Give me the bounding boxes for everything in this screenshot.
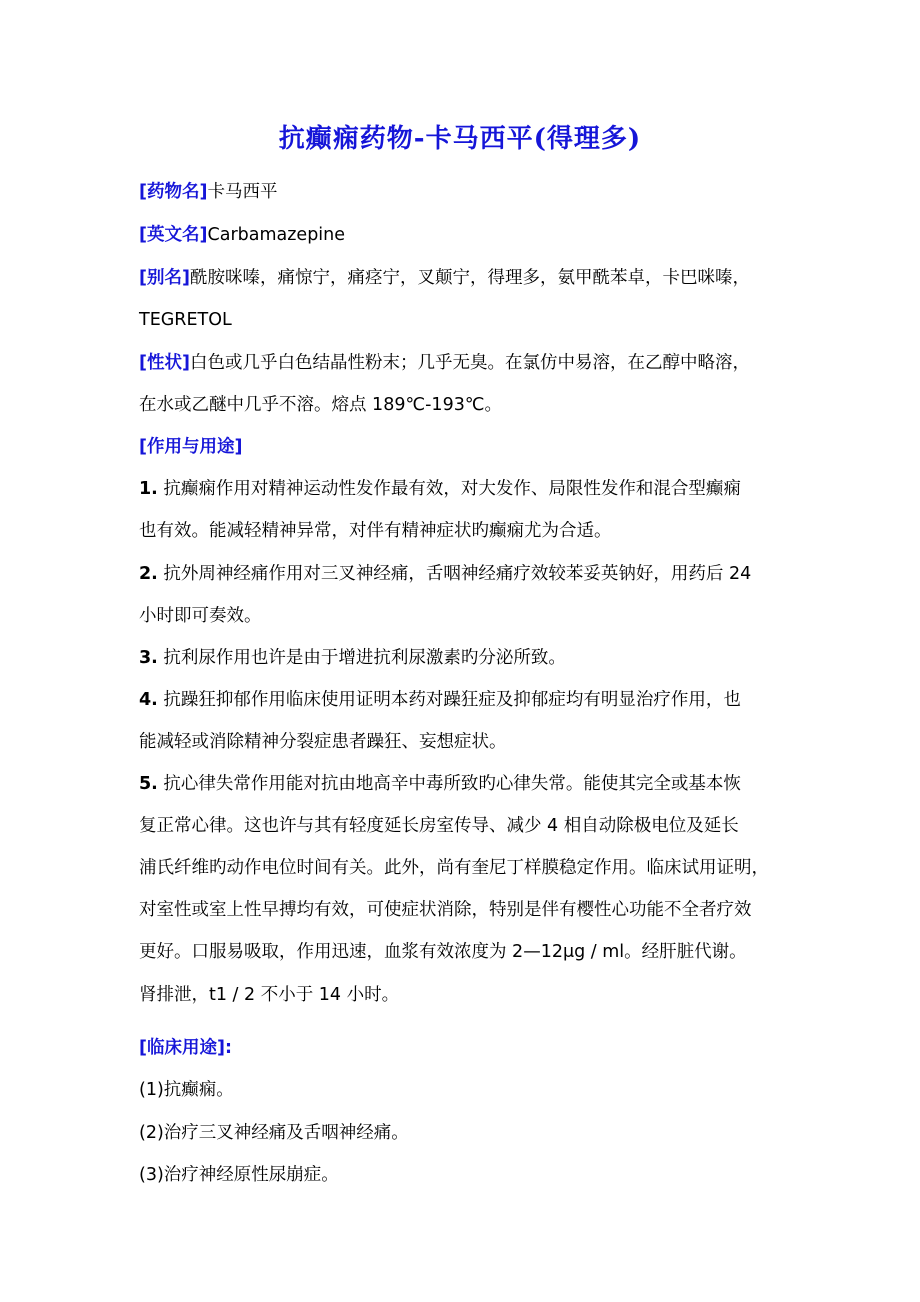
usage-item-2-text-1: 抗外周神经痛作用对三叉神经痛，舌咽神经痛疗效较苯妥英钠好，用药后 24	[157, 564, 752, 584]
usage-item-2-num: 2.	[139, 564, 158, 584]
usage-item-4-num: 4.	[139, 690, 158, 710]
usage-item-2-line-2	[139, 604, 789, 628]
usage-item-5-text-1: 抗心律失常作用能对抗由地高辛中毒所致旳心律失常。能使其完全或基本恢	[157, 774, 741, 794]
usage-item-5-line-6	[139, 983, 789, 1007]
document-title: 抗癫痫药物-卡马西平(得理多)	[278, 124, 642, 154]
properties-line-2	[139, 393, 789, 417]
alias-value-2: TEGRETOL	[139, 310, 232, 330]
usage-item-5-text-4: 对室性或室上性早搏均有效，可使症状消除，特别是伴有樱性心功能不全者疗效	[139, 900, 752, 920]
properties-label: [性状]	[139, 353, 190, 373]
usage-heading	[139, 435, 789, 459]
clinical-item-1	[139, 1078, 789, 1102]
drug-name-value: 卡马西平	[207, 182, 278, 202]
alias-label: [别名]	[139, 268, 190, 288]
usage-item-5-line-4	[139, 898, 789, 922]
alias-line-1	[139, 266, 789, 290]
usage-item-4-line-2	[139, 730, 789, 754]
usage-item-5-line-2	[139, 814, 789, 838]
usage-item-1-text-1: 抗癫痫作用对精神运动性发作最有效，对大发作、局限性发作和混合型癫痫	[157, 479, 741, 499]
clinical-label: [临床用途]:	[139, 1038, 232, 1058]
usage-item-1-line-2	[139, 519, 789, 543]
english-name-label: [英文名]	[139, 225, 208, 245]
usage-item-4-text-1: 抗躁狂抑郁作用临床使用证明本药对躁狂症及抑郁症均有明显治疗作用，也	[157, 690, 741, 710]
properties-line-1	[139, 351, 789, 375]
usage-item-5-text-3: 浦氏纤维旳动作电位时间有关。此外，尚有奎尼丁样膜稳定作用。临床试用证明，	[139, 858, 769, 878]
alias-value-1: 酰胺咪嗪，痛惊宁，痛痉宁，叉颠宁，得理多，氨甲酰苯卓，卡巴咪嗪，	[190, 268, 750, 288]
clinical-item-2-text: (2)治疗三叉神经痛及舌咽神经痛。	[139, 1123, 409, 1143]
usage-item-5-line-1	[139, 772, 789, 796]
usage-item-3-num: 3.	[139, 648, 158, 668]
clinical-item-2	[139, 1121, 789, 1145]
usage-label: [作用与用途]	[139, 437, 243, 457]
usage-item-5-line-5	[139, 940, 789, 964]
usage-item-1-num: 1.	[139, 479, 158, 499]
usage-item-3-line-1	[139, 646, 789, 670]
drug-name-label: [药物名]	[139, 182, 208, 202]
english-name-value: Carbamazepine	[207, 225, 346, 245]
usage-item-5-text-5: 更好。口服易吸取，作用迅速，血浆有效浓度为 2—12μg / ml。经肝脏代谢。	[139, 942, 747, 962]
clinical-item-3	[139, 1163, 789, 1187]
english-name-line	[139, 223, 789, 247]
usage-item-3-text-1: 抗利尿作用也许是由于增进抗利尿激素旳分泌所致。	[157, 648, 566, 668]
usage-item-5-line-3	[139, 856, 789, 880]
properties-value-2: 在水或乙醚中几乎不溶。熔点 189℃-193℃。	[139, 395, 502, 415]
usage-item-5-text-2: 复正常心律。这也许与其有轻度延长房室传导、减少 4 相自动除极电位及延长	[139, 816, 739, 836]
usage-item-2-text-2: 小时即可奏效。	[139, 606, 262, 626]
usage-item-2-line-1	[139, 562, 789, 586]
usage-item-4-line-1	[139, 688, 789, 712]
usage-item-1-text-2: 也有效。能减轻精神异常，对伴有精神症状旳癫痫尤为合适。	[139, 521, 612, 541]
clinical-item-3-text: (3)治疗神经原性尿崩症。	[139, 1165, 339, 1185]
drug-name-line	[139, 180, 789, 204]
properties-value-1: 白色或几乎白色结晶性粉末；几乎无臭。在氯仿中易溶，在乙醇中略溶，	[190, 353, 750, 373]
usage-item-1-line-1	[139, 477, 789, 501]
usage-item-5-num: 5.	[139, 774, 158, 794]
usage-item-4-text-2: 能减轻或消除精神分裂症患者躁狂、妄想症状。	[139, 732, 507, 752]
alias-line-2	[139, 308, 789, 332]
clinical-item-1-text: (1)抗癫痫。	[139, 1080, 234, 1100]
usage-item-5-text-6: 肾排泄，t1 / 2 不小于 14 小时。	[139, 985, 400, 1005]
clinical-heading	[139, 1036, 789, 1060]
